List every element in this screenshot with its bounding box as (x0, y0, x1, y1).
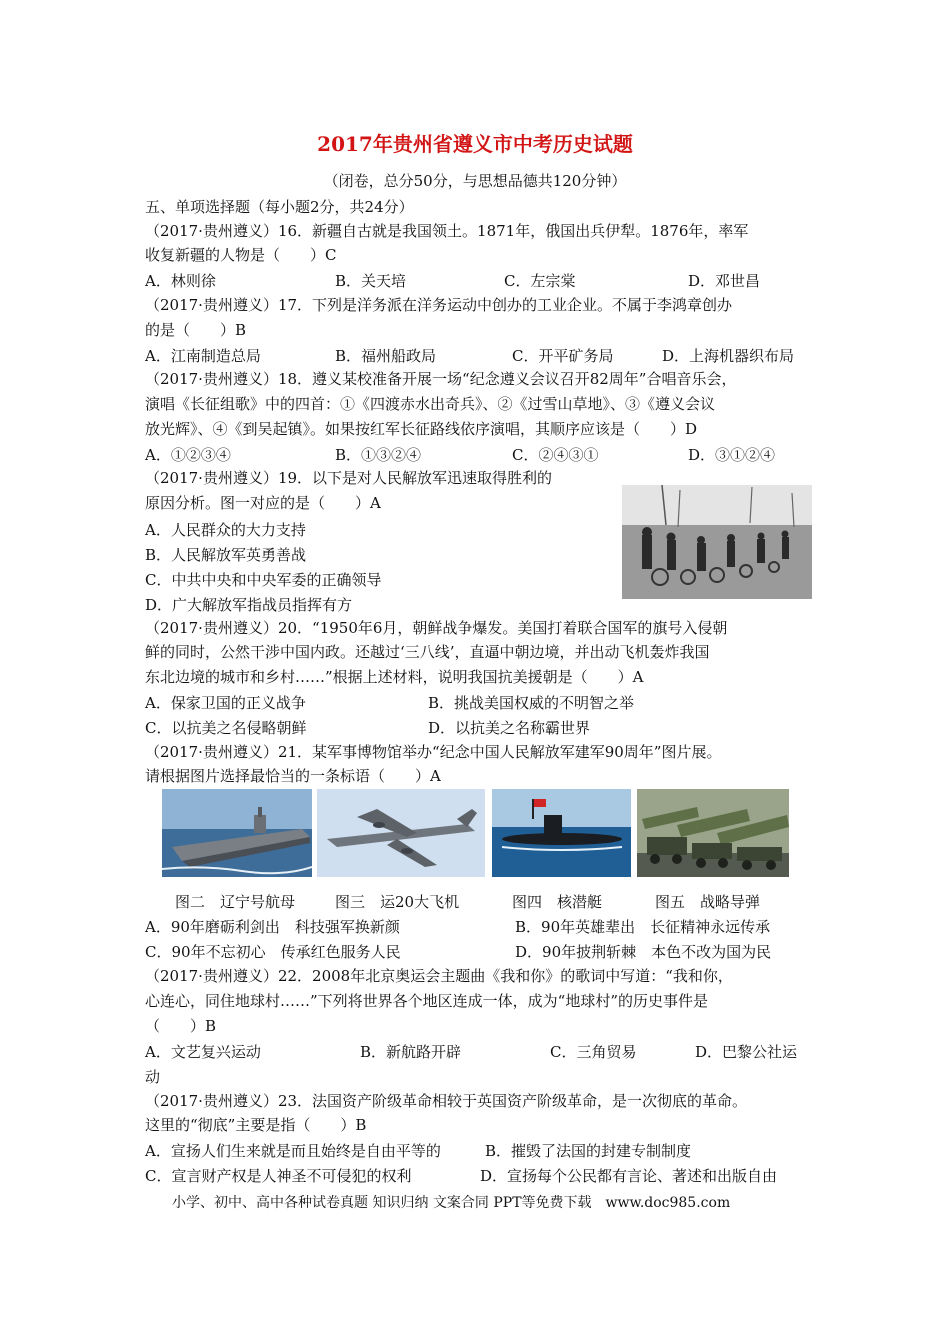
footer-link-text[interactable]: 小学、初中、高中各种试卷真题 知识归纳 文案合同 PPT等免费下载 www.doc985.com (172, 1195, 731, 1211)
q22-option-d-wrap: 动 (145, 1068, 161, 1086)
q18-stem-line1: （2017·贵州遵义）18．遵义某校准备开展一场“纪念遵义会议召开82周年”合唱音乐会， (145, 370, 737, 388)
q17-stem-line2: 的是（ ）B (145, 321, 247, 339)
figure-3-transport-aircraft-photo (317, 789, 485, 877)
q20-option-b: B．挑战美国权威的不明智之举 (428, 694, 635, 712)
figure-5-caption: 图五 战略导弹 (655, 893, 761, 911)
figure-1-photo (622, 485, 812, 599)
figure-2-caption: 图二 辽宁号航母 (175, 893, 296, 911)
q16-option-a: A．林则徐 (145, 272, 216, 290)
q17-option-b: B．福州船政局 (335, 347, 437, 365)
q21-option-d: D．90年披荆斩棘 本色不改为国为民 (515, 943, 772, 961)
q17-option-a: A．江南制造总局 (145, 347, 261, 365)
q20-stem-line2: 鲜的同时，公然干涉中国内政。还越过‘三八线’，直逼中朝边境，并出动飞机轰炸我国 (145, 643, 710, 661)
q21-stem-line2: 请根据图片选择最恰当的一条标语（ ）A (145, 767, 441, 785)
q22-option-d: D．巴黎公社运 (695, 1043, 798, 1061)
q23-stem-line1: （2017·贵州遵义）23．法国资产阶级革命相较于英国资产阶级革命，是一次彻底的革命。 (145, 1092, 748, 1110)
q23-option-a: A．宣扬人们生来就是而且始终是自由平等的 (145, 1142, 441, 1160)
q19-option-a: A．人民群众的大力支持 (145, 521, 306, 539)
page-subtitle: （闭卷，总分50分，与思想品德共120分钟） (323, 172, 627, 190)
q16-stem-line2: 收复新疆的人物是（ ）C (145, 246, 337, 264)
q22-option-b: B．新航路开辟 (360, 1043, 462, 1061)
q18-option-d: D．③①②④ (688, 446, 776, 464)
q23-option-c: C．宣言财产权是人神圣不可侵犯的权利 (145, 1167, 412, 1185)
q19-option-d: D．广大解放军指战员指挥有方 (145, 596, 353, 614)
section-heading: 五、单项选择题（每小题2分，共24分） (145, 198, 414, 216)
q18-option-a: A．①②③④ (145, 446, 231, 464)
q21-option-c: C．90年不忘初心 传承红色服务人民 (145, 943, 401, 961)
q18-stem-line3: 放光辉》、④《到吴起镇》。如果按红军长征路线依序演唱，其顺序应该是（ ）D (145, 420, 698, 438)
q20-stem-line3: 东北边境的城市和乡村……”根据上述材料，说明我国抗美援朝是（ ）A (145, 668, 644, 686)
q16-stem-line1: （2017·贵州遵义）16．新疆自古就是我国领土。1871年，俄国出兵伊犁。1876年，率军 (145, 222, 749, 240)
q18-stem-line2: 演唱《长征组歌》中的四首：①《四渡赤水出奇兵》、②《过雪山草地》、③《遵义会议 (145, 395, 716, 413)
q22-stem-line3: （ ）B (145, 1017, 217, 1035)
q20-option-d: D．以抗美之名称霸世界 (428, 719, 591, 737)
q21-stem-line1: （2017·贵州遵义）21．某军事博物馆举办“纪念中国人民解放军建军90周年”图片展。 (145, 743, 722, 761)
q17-option-d: D．上海机器织布局 (662, 347, 795, 365)
q16-option-b: B．关天培 (335, 272, 407, 290)
q22-stem-line2: 心连心，同住地球村……”下列将世界各个地区连成一体，成为“地球村”的历史事件是 (145, 992, 709, 1010)
q18-option-b: B．①③②④ (335, 446, 422, 464)
q19-stem-line1: （2017·贵州遵义）19．以下是对人民解放军迅速取得胜利的 (145, 469, 553, 487)
q19-option-c: C．中共中央和中央军委的正确领导 (145, 571, 382, 589)
q16-option-d: D．邓世昌 (688, 272, 761, 290)
figure-4-caption: 图四 核潜艇 (512, 893, 603, 911)
q22-option-a: A．文艺复兴运动 (145, 1043, 261, 1061)
figure-5-missile-photo (637, 789, 789, 877)
q20-option-c: C．以抗美之名侵略朝鲜 (145, 719, 307, 737)
q23-stem-line2: 这里的“彻底”主要是指（ ）B (145, 1116, 367, 1134)
q17-stem-line1: （2017·贵州遵义）17．下列是洋务派在洋务运动中创办的工业企业。不属于李鸿章创办 (145, 296, 733, 314)
q21-option-b: B．90年英雄辈出 长征精神永远传承 (515, 918, 771, 936)
q23-option-d: D．宣扬每个公民都有言论、著述和出版自由 (480, 1167, 778, 1185)
q20-stem-line1: （2017·贵州遵义）20．“1950年6月，朝鲜战争爆发。美国打着联合国军的旗号入侵朝 (145, 619, 728, 637)
q22-stem-line1: （2017·贵州遵义）22．2008年北京奥运会主题曲《我和你》的歌词中写道：“我和你， (145, 967, 733, 985)
q19-stem-line2: 原因分析。图一对应的是（ ）A (145, 494, 381, 512)
figure-4-submarine-photo (492, 789, 631, 877)
page-title: 2017年贵州省遵义市中考历史试题 (317, 132, 633, 156)
q22-option-c: C．三角贸易 (550, 1043, 637, 1061)
q18-option-c: C．②④③① (512, 446, 599, 464)
q19-option-b: B．人民解放军英勇善战 (145, 546, 307, 564)
figure-3-caption: 图三 运20大飞机 (335, 893, 460, 911)
q16-option-c: C．左宗棠 (504, 272, 576, 290)
q17-option-c: C．开平矿务局 (512, 347, 614, 365)
q20-option-a: A．保家卫国的正义战争 (145, 694, 306, 712)
figure-2-aircraft-carrier-photo (162, 789, 312, 877)
q21-option-a: A．90年磨砺利剑出 科技强军换新颜 (145, 918, 400, 936)
q23-option-b: B．摧毁了法国的封建专制制度 (485, 1142, 692, 1160)
